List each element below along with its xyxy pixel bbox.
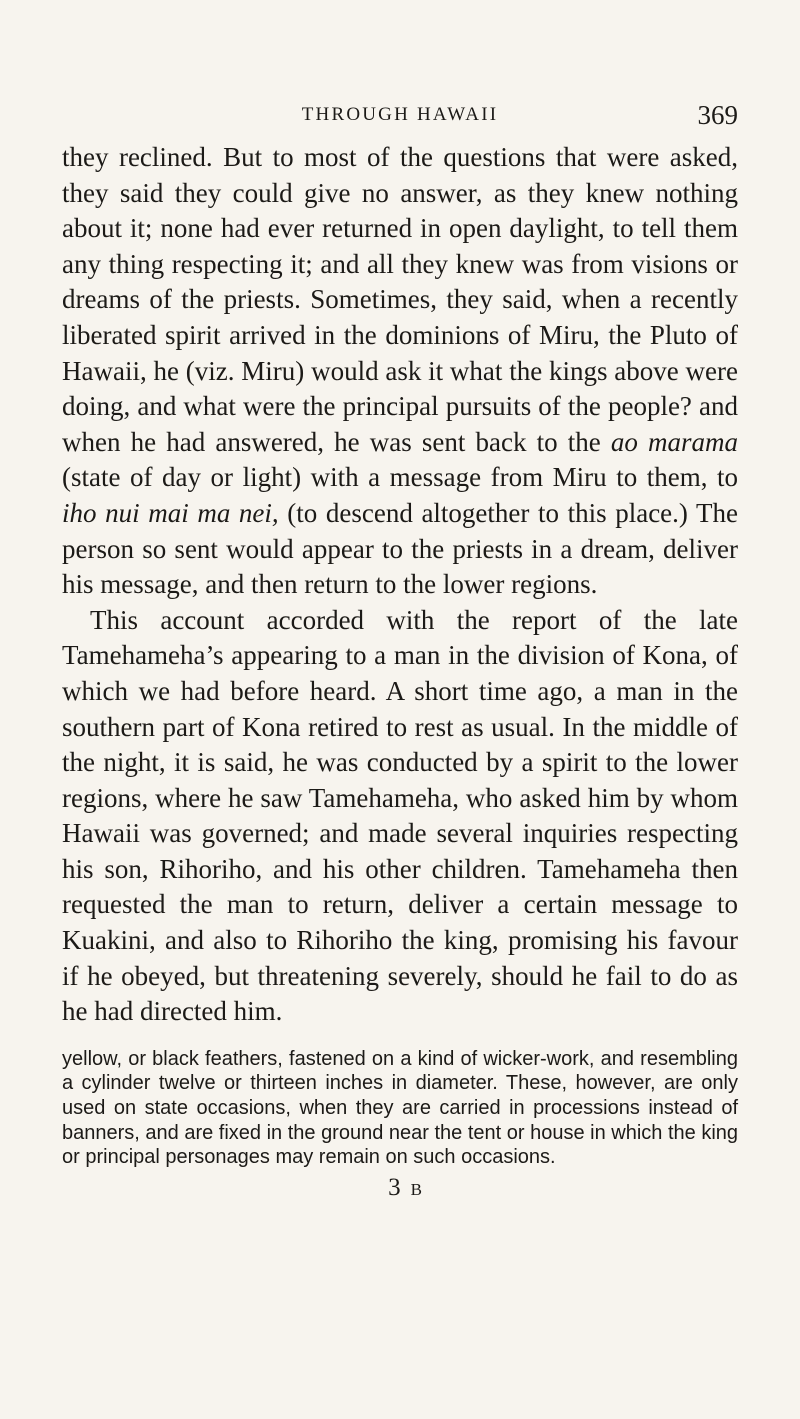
printer-signature-mark [62, 1174, 738, 1202]
running-head [62, 100, 738, 140]
italic-term-iho-nui: iho nui mai ma nei, [62, 497, 279, 528]
page-number: 369 [697, 100, 738, 130]
paragraph-2: This account accorded with the report of the late Tamehameha’s appearing to a man in the division of Kona, of which we had before heard. A short time ago, a man in the southern part of Kona retired to rest as usual. In the middle of the night, it is said, he was conducted by a spirit to the lower regions, where he saw Tamehameha, who asked him by whom Hawaii was governed; and made several inquiries respecting his son, Rihoriho, and his other children. Tamehameha then requested the man to return, deliver a certain message to Kuakini, and also to Rihoriho the king, promising his favour if he obeyed, but threatening severely, should he fail to do as he had directed him. [62, 604, 738, 1027]
italic-term-ao-marama: ao marama [610, 426, 738, 457]
main-text [62, 140, 738, 1030]
signature-letter: B [410, 1179, 422, 1199]
book-page [62, 100, 738, 1202]
paragraph-1-text-b: (state of day or light) with a message from Miru to them, to [62, 462, 738, 493]
signature-number: 3 [388, 1173, 411, 1201]
paragraph-1 [62, 140, 738, 603]
running-title: THROUGH HAWAII [301, 104, 499, 125]
paragraph-1-text-a: they reclined. But to most of the questions that were asked, they said they could give no answer, as they knew nothing about it; none had ever returned in open daylight, to tell them any thing respecting it; and all they knew was from visions or dreams of the priests. Sometimes, they said, when a recently liberated spirit arrived in the dominions of Miru, the Pluto of Hawaii, he (viz. Miru) would ask it what the kings above were doing, and what were the principal pursuits of the people? and when he had answered, he was sent back to the [62, 142, 738, 457]
footnote: yellow, or black feathers, fastened on a kind of wicker-work, and resembling a cylinder twelve or thirteen inches in diameter. These, however, are only used on state occasions, when they are carried in processions instead of banners, and are fixed in the ground near the tent or house in which the king or principal personages may remain on such occasions. [62, 1047, 739, 1169]
paragraph-1-text-c: (to descend altogether to this place.) The person so sent would appear to the priests in a dream, deliver his message, and then return to the lower regions. [62, 497, 739, 600]
